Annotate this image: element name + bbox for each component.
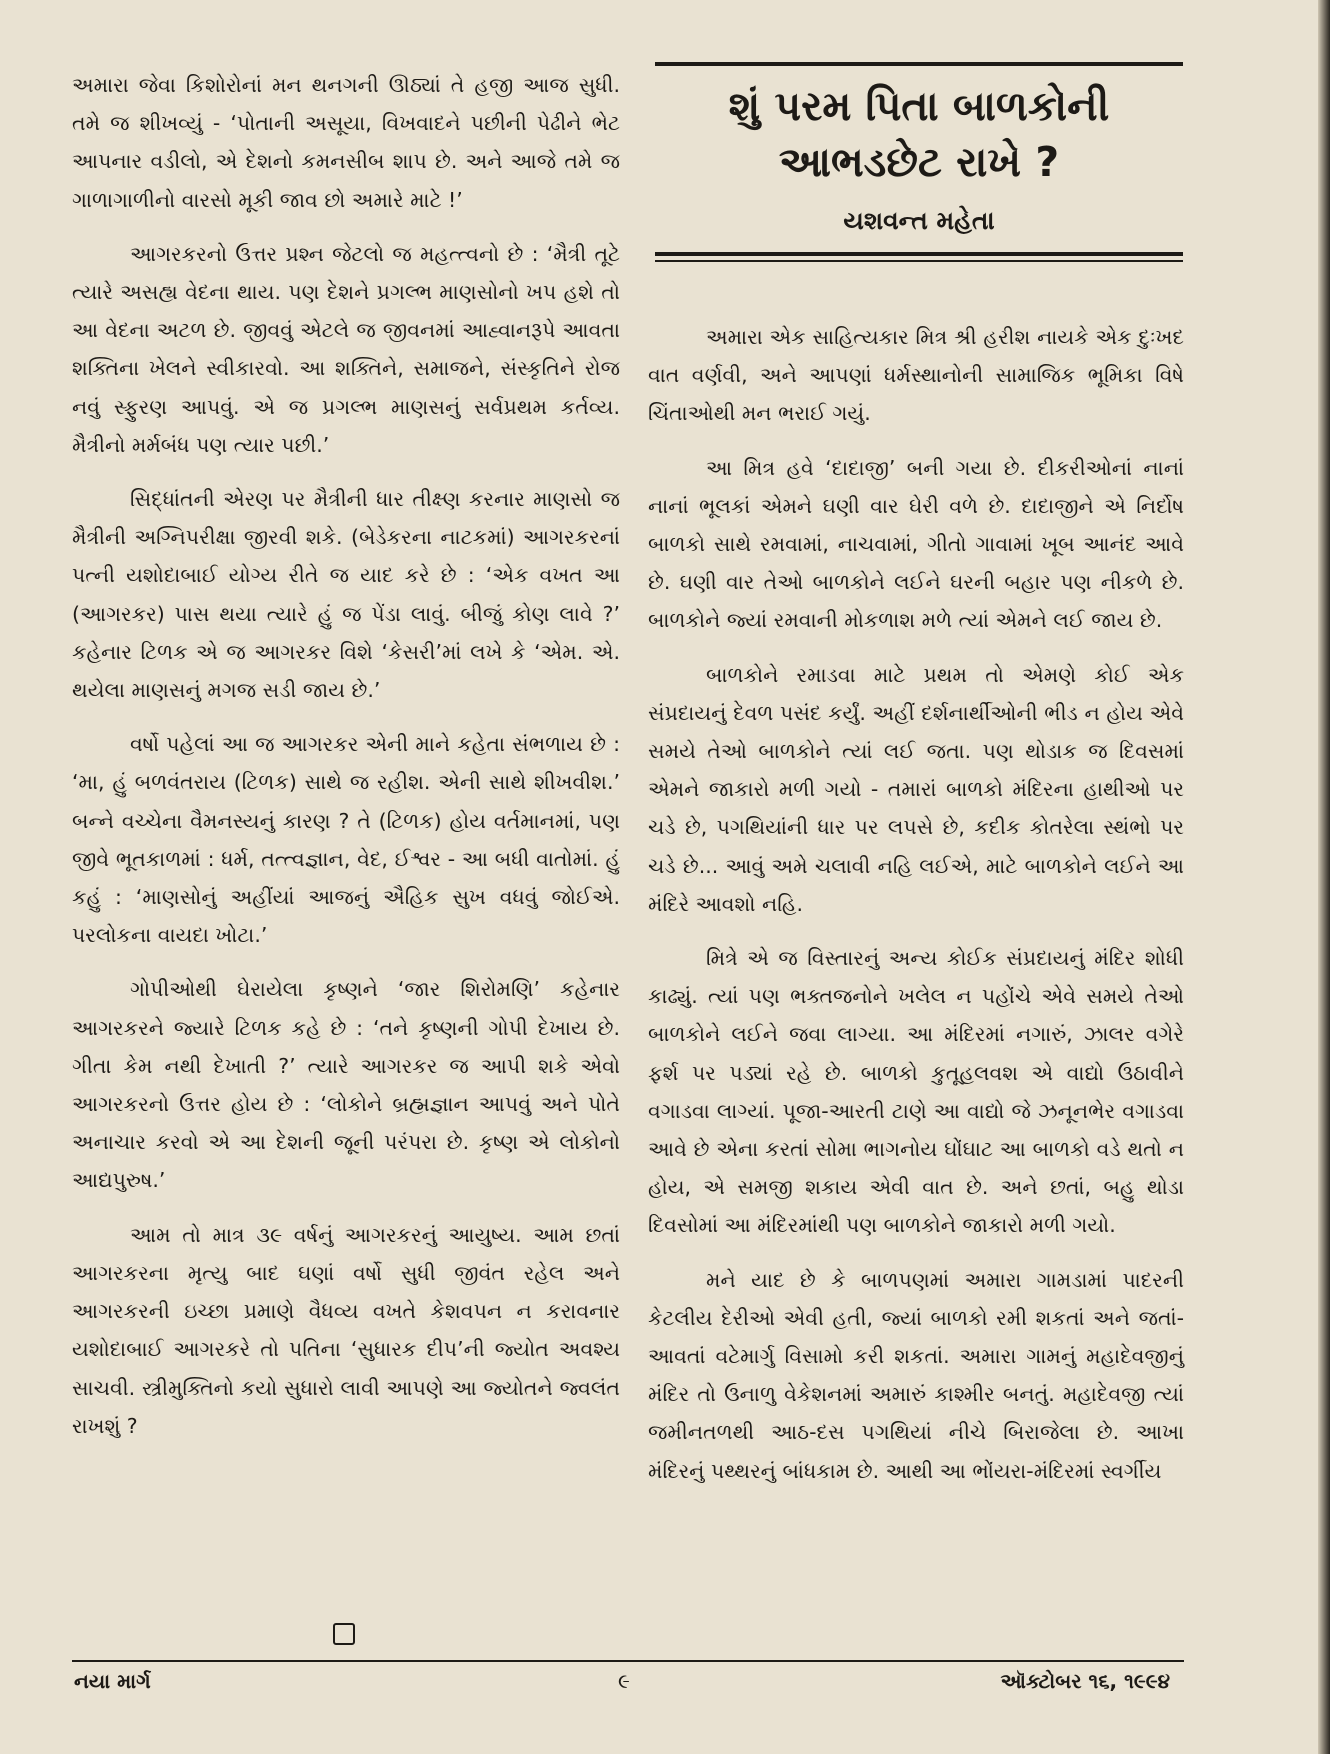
paragraph: આમ તો માત્ર ૩૯ વર્ષનું આગરકરનું આયુષ્ય. આમ છતાં આગરકરના મૃત્યુ બાદ ઘણાં વર્ષો સુધી જીવંત રહેલ અને આગરકરની ઇચ્છા પ્રમાણે વૈધવ્ય વખતે કેશવપન ન કરાવનાર યશોદાબાઈ આગરકરે તો પતિના ‘સુધારક દીપ’ની જ્યોત અવશ્ય સાચવી. સ્ત્રીમુક્તિનો કયો સુધારો લાવી આપણે આ જ્યોતને જ્વલંત રાખશું ?: [72, 1222, 620, 1438]
paragraph: ગોપીઓથી ઘેરાયેલા કૃષ્ણને ‘જાર શિરોમણિ’ કહેનાર આગરકરને જ્યારે ટિળક કહે છે : ‘તને કૃષ્ણની ગોપી દેખાય છે. ગીતા કેમ નથી દેખાતી ?’ ત્યારે આગરકર જ આપી શકે એવો આગરકરનો ઉત્તર હોય છે : ‘લોકોને બ્રહ્મજ્ઞાન આપવું અને પોતે અનાચાર કરવો એ આ દેશની જૂની પરંપરા છે. કૃષ્ણ એ લોકોનો આદ્યપુરુષ.’: [72, 977, 620, 1193]
article-title-line-1: શું પરમ પિતા બાળકોની: [728, 82, 1110, 130]
title-bottom-rule: [655, 252, 1183, 256]
end-of-article-mark: [333, 1623, 355, 1645]
article-title-line-2: આભડછેટ રાખે ?: [778, 138, 1060, 186]
paragraph: મિત્રે એ જ વિસ્તારનું અન્ય કોઈક સંપ્રદાયનું મંદિર શોધી કાઢ્યું. ત્યાં પણ ભક્તજનોને ખલેલ ન પહોંચે એવે સમયે તેઓ બાળકોને લઈને જવા લાગ્યા. આ મંદિરમાં નગારું, ઝાલર વગેરે ફર્શ પર પડ્યાં રહે છે. બાળકો કુતૂહલવશ એ વાદ્યો ઉઠાવીને વગાડવા લાગ્યાં. પૂજા-આરતી ટાણે આ વાદ્યો જે ઝનૂનભેર વગાડવા આવે છે એના કરતાં સોમા ભાગનોય ઘોંઘાટ આ બાળકો વડે થતો ન હોય, એ સમજી શકાય એવી વાત છે. અને છતાં, બહુ થોડા દિવસોમાં આ મંદિરમાંથી પણ બાળકોને જાકારો મળી ગયો.: [648, 946, 1184, 1238]
title-bottom-rule-thin: [655, 260, 1183, 262]
footer-rule: [72, 1660, 1184, 1662]
paragraph: વર્ષો પહેલાં આ જ આગરકર એની માને કહેતા સંભળાય છે : ‘મા, હું બળવંતરાય (ટિળક) સાથે જ રહીશ. એની સાથે શીખવીશ.’ બન્ને વચ્ચેના વૈમનસ્યનું કારણ ? તે (ટિળક) હોય વર્તમાનમાં, પણ જીવે ભૂતકાળમાં : ધર્મ, તત્ત્વજ્ઞાન, વેદ, ઈશ્વર - આ બધી વાતોમાં. હું કહું : ‘માણસોનું અહીંયાં આજનું ઐહિક સુખ વધવું જોઈએ. પરલોકના વાયદા ખોટા.’: [72, 732, 620, 948]
paragraph: મને યાદ છે કે બાળપણમાં અમારા ગામડામાં પાદરની કેટલીય દેરીઓ એવી હતી, જ્યાં બાળકો રમી શકતાં અને જતાં-આવતાં વટેમાર્ગુ વિસામો કરી શકતાં. અમારા ગામનું મહાદેવજીનું મંદિર તો ઉનાળુ વેકેશનમાં અમારું કાશ્મીર બનતું. મહાદેવજી ત્યાં જમીનતળથી આઠ-દસ પગથિયાં નીચે બિરાજેલા છે. આખા મંદિરનું પથ્થરનું બાંધકામ છે. આથી આ ભોંયરા-મંદિરમાં સ્વર્ગીય: [648, 1267, 1184, 1483]
issue-date: ઑક્ટોબર ૧૬, ૧૯૯૪: [1000, 1669, 1170, 1693]
paragraph: આ મિત્ર હવે ‘દાદાજી’ બની ગયા છે. દીકરીઓનાં નાનાં નાનાં ભૂલકાં એમને ઘણી વાર ઘેરી વળે છે. દાદાજીને એ નિર્દોષ બાળકો સાથે રમવામાં, નાચવામાં, ગીતો ગાવામાં ખૂબ આનંદ આવે છે. ઘણી વાર તેઓ બાળકોને લઈને ઘરની બહાર પણ નીકળે છે. બાળકોને જ્યાં રમવાની મોકળાશ મળે ત્યાં એમને લઈ જાય છે.: [648, 455, 1184, 633]
paragraph: સિદ્ધાંતની એરણ પર મૈત્રીની ધાર તીક્ષ્ણ કરનાર માણસો જ મૈત્રીની અગ્નિપરીક્ષા જીરવી શકે. (બેડેકરના નાટકમાં) આગરકરનાં પત્ની યશોદાબાઈ યોગ્ય રીતે જ યાદ કરે છે : ‘એક વખત આ (આગરકર) પાસ થયા ત્યારે હું જ પેંડા લાવું. બીજું કોણ લાવે ?’ કહેનાર ટિળક એ જ આગરકર વિશે ‘કેસરી’માં લખે કે ‘એમ. એ. થયેલા માણસનું મગજ સડી જાય છે.’: [72, 487, 620, 703]
left-column: [72, 66, 620, 1461]
right-column: [648, 318, 1184, 1506]
paragraph: અમારા એક સાહિત્યકાર મિત્ર શ્રી હરીશ નાયકે એક દુઃખદ વાત વર્ણવી, અને આપણાં ધર્મસ્થાનોની સામાજિક ભૂમિકા વિષે ચિંતાઓથી મન ભરાઈ ગયું.: [648, 325, 1184, 426]
article-header: [655, 62, 1183, 262]
paragraph: આગરકરનો ઉત્તર પ્રશ્ન જેટલો જ મહત્ત્વનો છે : ‘મૈત્રી તૂટે ત્યારે અસહ્ય વેદના થાય. પણ દેશને પ્રગલ્ભ માણસોનો ખપ હશે તો આ વેદના અટળ છે. જીવવું એટલે જ જીવનમાં આહ્વાનરૂપે આવતા શક્તિના ખેલને સ્વીકારવો. આ શક્તિને, સમાજને, સંસ્કૃતિને રોજ નવું સ્ફુરણ આપવું. એ જ પ્રગલ્ભ માણસનું સર્વપ્રથમ કર્તવ્ય. મૈત્રીનો મર્મબંધ પણ ત્યાર પછી.’: [72, 241, 620, 457]
title-top-rule: [655, 62, 1183, 66]
article-author: યશવન્ત મહેતા: [843, 206, 995, 235]
paragraph: બાળકોને રમાડવા માટે પ્રથમ તો એમણે કોઈ એક સંપ્રદાયનું દેવળ પસંદ કર્યું. અહીં દર્શનાર્થીઓની ભીડ ન હોય એવે સમયે તેઓ બાળકોને ત્યાં લઈ જતા. પણ થોડાક જ દિવસમાં એમને જાકારો મળી ગયો - તમારાં બાળકો મંદિરના હાથીઓ પર ચડે છે, પગથિયાંની ધાર પર લપસે છે, કદીક કોતરેલા સ્થંભો પર ચડે છે... આવું અમે ચલાવી નહિ લઈએ, માટે બાળકોને લઈને આ મંદિરે આવશો નહિ.: [648, 662, 1184, 916]
paragraph: અમારા જેવા કિશોરોનાં મન થનગની ઊઠ્યાં તે હજી આજ સુધી. તમે જ શીખવ્યું - ‘પોતાની અસૂયા, વિખવાદને પછીની પેઢીને ભેટ આપનાર વડીલો, એ દેશનો કમનસીબ શાપ છે. અને આજે તમે જ ગાળાગાળીનો વારસો મૂકી જાવ છો અમારે માટે !’: [72, 73, 620, 212]
magazine-name: નયા માર્ગ: [74, 1669, 151, 1693]
page-number: ૯: [618, 1669, 630, 1693]
page-edge-shadow: [1318, 0, 1330, 1754]
article-title: [655, 78, 1183, 190]
